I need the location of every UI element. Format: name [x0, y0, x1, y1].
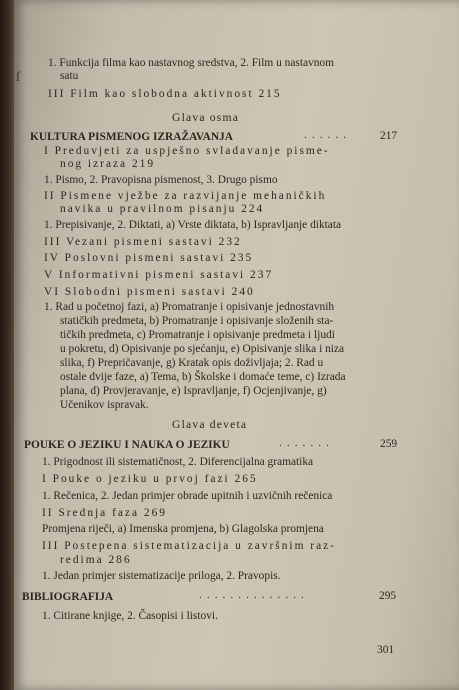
toc-line: 1. Funkcija filma kao nastavnog sredstva, 2. Film u nastavnom	[48, 57, 334, 69]
page-number: 217	[380, 130, 398, 142]
chapter-heading: Glava deveta	[172, 418, 248, 431]
leader-dots: ......	[304, 129, 352, 141]
toc-line: 1. Prigodnost ili sistematičnost, 2. Diferencijalna gramatika	[42, 456, 314, 468]
toc-line: Promjena riječi, a) Imenska promjena, b) Glagolska promjena	[42, 523, 324, 535]
toc-section: navika u pravilnom pisanju 224	[60, 203, 265, 215]
toc-line: statičkih predmeta, b) Promatranje i opisivanje složenih sta-	[60, 315, 334, 327]
toc-line: 1. Citirane knjige, 2. Časopisi i listovi.	[42, 610, 218, 622]
toc-line: satu	[60, 70, 79, 82]
toc-line: 1. Rečenica, 2. Jedan primjer obrade upitnih i uzvičnih rečenica	[42, 490, 333, 502]
toc-line: 1. Rad u početnoj fazi, a) Promatranje i opisivanje jednostavnih	[44, 301, 335, 313]
page-number: 295	[379, 590, 397, 602]
toc-section: II Pismene vježbe za razvijanje mehaničkih	[44, 190, 327, 202]
toc-section: III Vezani pismeni sastavi 232	[44, 236, 242, 248]
toc-section: III Postepena sistematizacija u završnim raz-	[42, 540, 336, 552]
toc-section: I Pouke o jeziku u prvoj fazi 265	[42, 473, 258, 485]
book-page	[14, 0, 459, 690]
toc-section: V Informativni pismeni sastavi 237	[44, 269, 274, 281]
chapter-heading: Glava osma	[172, 111, 240, 124]
toc-line: 1. Prepisivanje, 2. Diktati, a) Vrste diktata, b) Ispravljanje diktata	[44, 219, 342, 231]
toc-section: redima 286	[60, 554, 132, 566]
toc-section: IV Poslovni pismeni sastavi 235	[44, 252, 254, 264]
toc-section: VI Slobodni pismeni sastavi 240	[44, 286, 255, 298]
toc-line: plana, d) Provjeravanje, e) Ispravljanje, f) Ocjenjivanje, g)	[60, 385, 327, 397]
toc-section: I Preduvjeti za uspješno svladavanje pisme-	[44, 145, 330, 157]
leader-dots: ..............	[199, 589, 309, 601]
toc-line: 1. Pismo, 2. Pravopisna pismenost, 3. Drugo pismo	[44, 174, 278, 186]
book-gutter	[0, 0, 14, 690]
toc-line: Učenikov ispravak.	[60, 399, 149, 411]
toc-line: slika, f) Prepričavanje, g) Kratak opis doživljaja; 2. Rad u	[60, 357, 324, 369]
toc-section: III Film kao slobodna aktivnost 215	[48, 88, 282, 100]
toc-line: 1. Jedan primjer sistematizacije priloga, 2. Pravopis.	[42, 570, 281, 582]
leader-dots: .......	[279, 437, 334, 449]
toc-line: tičkih predmeta, c) Promatranje i opisivanje predmeta i ljudi	[60, 329, 335, 341]
page-number: 259	[380, 438, 398, 450]
toc-section: nog izraza 219	[60, 158, 156, 170]
toc-line: u pokretu, d) Opisivanje po sjećanju, e) Opisivanje slika i niza	[60, 343, 345, 355]
chapter-title: KULTURA PISMENOG IZRAŽAVANJA	[30, 131, 233, 143]
margin-mark: ſ	[16, 70, 20, 85]
chapter-title: POUKE O JEZIKU I NAUKA O JEZIKU	[24, 439, 230, 451]
toc-section: II Srednja faza 269	[42, 507, 167, 519]
toc-line: ostale dvije faze, a) Tema, b) Školske i domaće teme, c) Izrada	[60, 371, 346, 383]
folio-number: 301	[377, 644, 395, 656]
bibliography-title: BIBLIOGRAFIJA	[22, 591, 114, 603]
